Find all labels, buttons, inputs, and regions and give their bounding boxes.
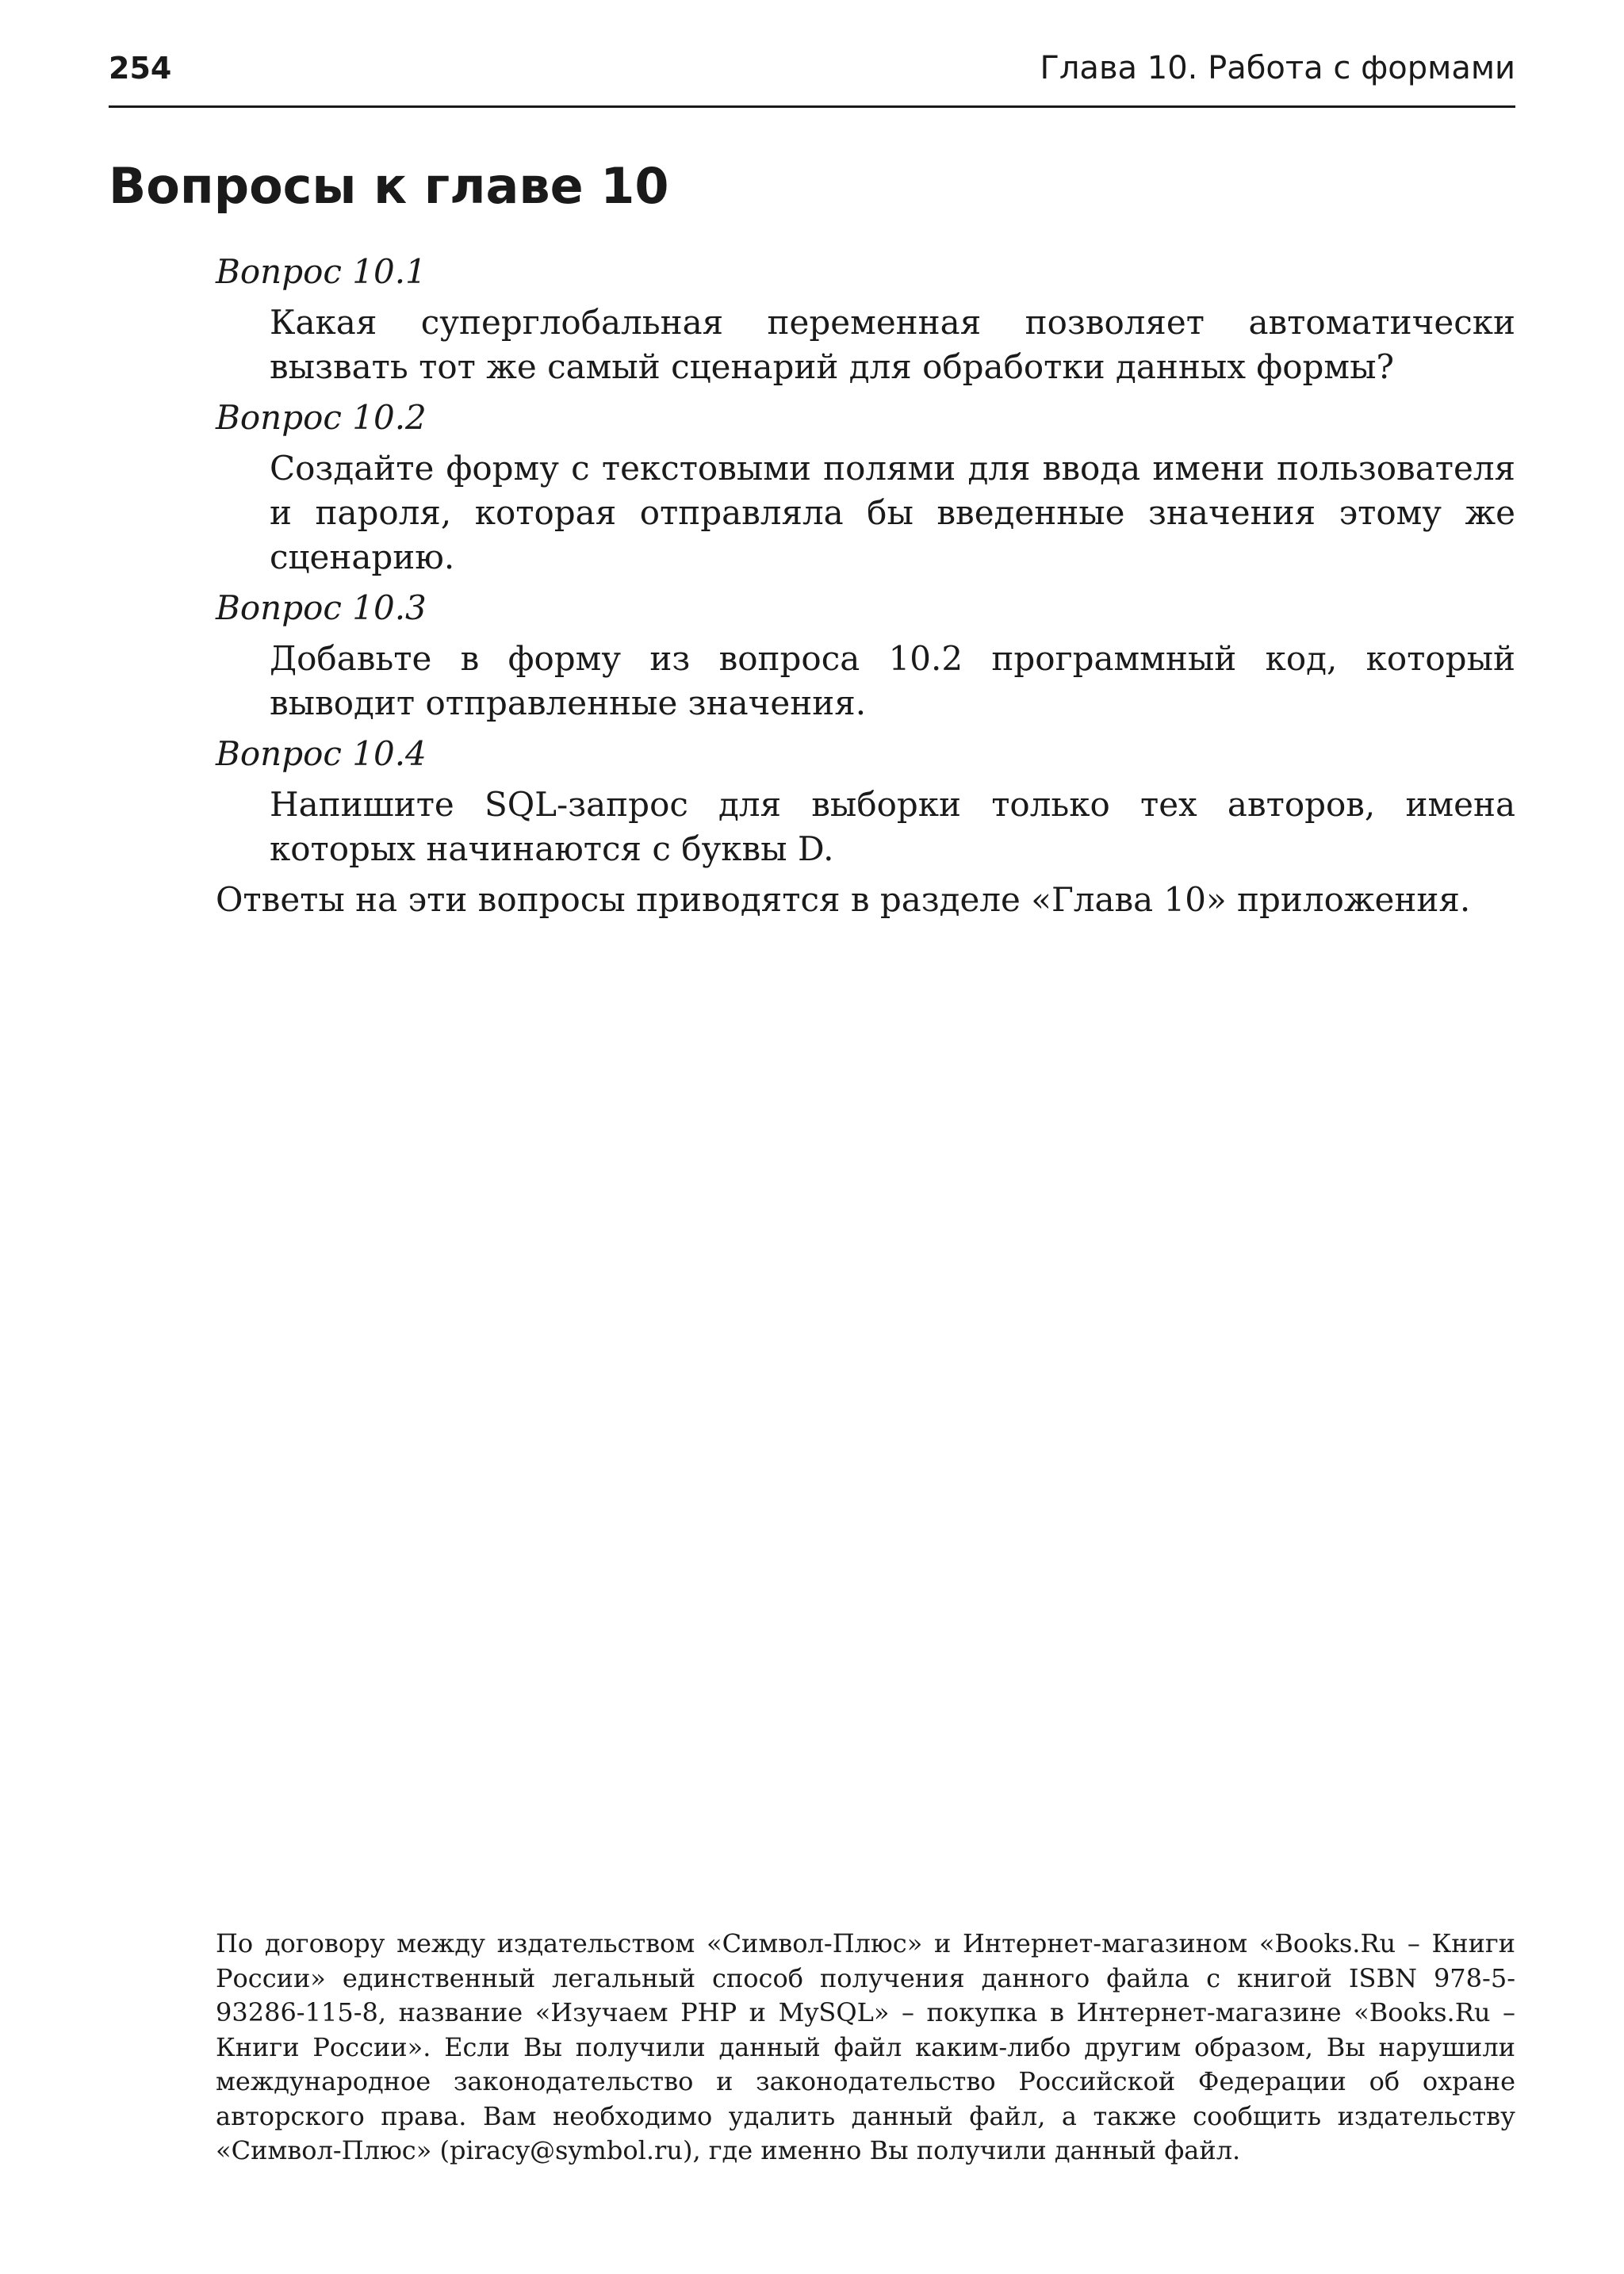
question-label: Вопрос 10.3 — [216, 588, 427, 627]
question-label: Вопрос 10.4 — [216, 734, 427, 773]
running-title: Глава 10. Работа с формами — [1040, 50, 1515, 86]
copyright-notice: По договору между издательством «Символ-Плюс» и Интернет-магазином «Books.Ru – Книги России» единственный легальный способ получения данного файла с книгой ISBN 978-5-93286-115-8, название «Изучаем PHP и MySQL» – покупка в Интернет-магазине «Books.Ru – Книги России». Если Вы получили данный файл каким-либо другим образом, Вы нарушили международное законодательство и законодательство Российской Федерации об охране авторского права. Вам необходимо удалить данный файл, а также сообщить издательству «Символ-Плюс» (piracy@symbol.ru), где именно Вы получили данный файл. — [216, 1928, 1515, 2165]
questions-list — [216, 250, 1515, 922]
page-header — [109, 41, 1515, 108]
page-number: 254 — [109, 51, 172, 86]
question-label: Вопрос 10.1 — [216, 252, 427, 291]
question-text: Добавьте в форму из вопроса 10.2 программный код, который выводит отправленные значения. — [270, 639, 1515, 722]
question-text: Какая суперглобальная переменная позволяет автоматически вызвать тот же самый сценарий для обработки данных формы? — [270, 303, 1515, 386]
question-item — [216, 396, 1515, 580]
question-label: Вопрос 10.2 — [216, 398, 427, 437]
question-item — [216, 732, 1515, 871]
question-text: Создайте форму с текстовыми полями для ввода имени пользователя и пароля, которая отправляла бы введенные значения этому же сценарию. — [270, 449, 1515, 576]
question-item — [216, 586, 1515, 725]
question-item — [216, 250, 1515, 389]
question-text: Напишите SQL-запрос для выборки только тех авторов, имена которых начинаются с буквы D. — [270, 785, 1515, 868]
chapter-heading: Вопросы к главе 10 — [109, 157, 669, 215]
answers-note: Ответы на эти вопросы приводятся в разделе «Глава 10» приложения. — [216, 880, 1471, 919]
